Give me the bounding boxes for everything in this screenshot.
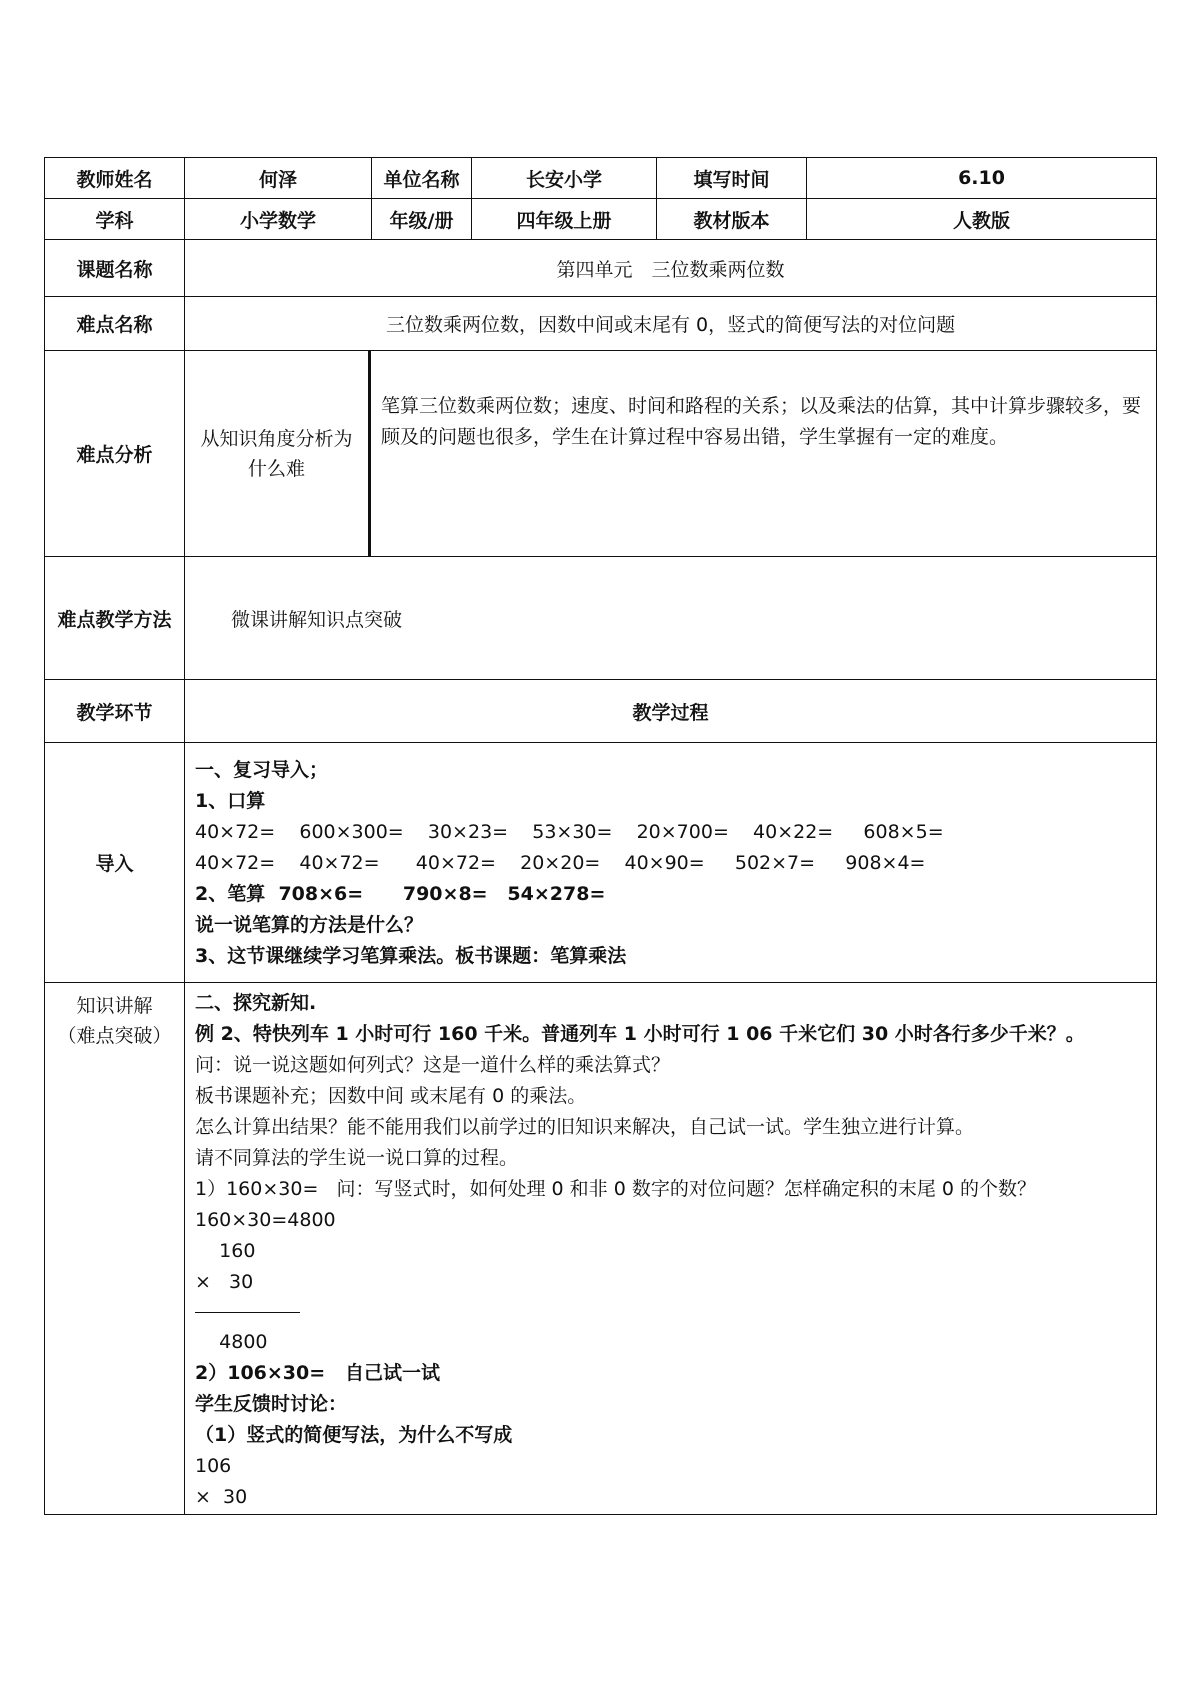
knowledge-line: 问：说一说这题如何列式？这是一道什么样的乘法算式？ <box>195 1054 671 1076</box>
knowledge-row <box>45 983 1157 1515</box>
analysis-text: 笔算三位数乘两位数；速度、时间和路程的关系；以及乘法的估算，其中计算步骤较多，要顾及的问题也很多，学生在计算过程中容易出错，学生掌握有一定的难度。 <box>370 351 1157 557</box>
knowledge-line: × 30 <box>195 1486 248 1508</box>
knowledge-content <box>185 983 1157 1515</box>
vertical-calc-rule <box>195 1312 300 1313</box>
grade-label: 年级/册 <box>372 199 472 240</box>
analysis-label: 难点分析 <box>45 351 185 557</box>
intro-row <box>45 743 1157 983</box>
difficulty-row <box>45 297 1157 351</box>
knowledge-line: 1）160×30= 问：写竖式时，如何处理 0 和非 0 数字的对位问题？怎样确定积的末尾 0 的个数？ <box>195 1178 1036 1200</box>
knowledge-line: 板书课题补充；因数中间 或末尾有 0 的乘法。 <box>195 1085 587 1107</box>
date-value: 6.10 <box>807 158 1157 199</box>
knowledge-label-line2: （难点突破） <box>57 1025 172 1047</box>
intro-line: 2、笔算 708×6= 790×8= 54×278= <box>195 883 606 905</box>
knowledge-label <box>45 983 185 1515</box>
difficulty-value: 三位数乘两位数，因数中间或末尾有 0，竖式的简便写法的对位问题 <box>185 297 1157 351</box>
analysis-why-label: 从知识角度分析为什么难 <box>185 351 370 557</box>
knowledge-line: 106 <box>195 1455 232 1477</box>
knowledge-line: 怎么计算出结果？能不能用我们以前学过的旧知识来解决，自己试一试。学生独立进行计算。 <box>195 1116 975 1138</box>
process-step-label: 教学环节 <box>45 680 185 743</box>
header-row-1 <box>45 158 1157 199</box>
knowledge-line: 请不同算法的学生说一说口算的过程。 <box>195 1147 519 1169</box>
method-row <box>45 557 1157 680</box>
grade-value: 四年级上册 <box>472 199 657 240</box>
intro-line: 40×72= 40×72= 40×72= 20×20= 40×90= 502×7= 908×4= <box>195 852 926 874</box>
method-label: 难点教学方法 <box>45 557 185 680</box>
knowledge-line: 例 2、特快列车 1 小时可行 160 千米。普通列车 1 小时可行 1 06 千米它们 30 小时各行多少千米？。 <box>195 1023 1085 1045</box>
intro-content <box>185 743 1157 983</box>
intro-line: 一、复习导入； <box>195 759 329 781</box>
edition-label: 教材版本 <box>657 199 807 240</box>
knowledge-line: 2）106×30= 自己试一试 <box>195 1362 441 1384</box>
process-title: 教学过程 <box>185 680 1157 743</box>
knowledge-line: 160×30=4800 <box>195 1209 336 1231</box>
knowledge-line: 160 <box>195 1240 256 1262</box>
teacher-label: 教师姓名 <box>45 158 185 199</box>
header-row-2 <box>45 199 1157 240</box>
intro-line: 1、口算 <box>195 790 266 812</box>
knowledge-line: 4800 <box>195 1331 268 1353</box>
knowledge-label-line1: 知识讲解 <box>76 995 153 1017</box>
analysis-row <box>45 351 1157 557</box>
intro-label: 导入 <box>45 743 185 983</box>
intro-line: 说一说笔算的方法是什么？ <box>195 914 424 936</box>
unit-label: 单位名称 <box>372 158 472 199</box>
method-value: 微课讲解知识点突破 <box>185 557 1157 680</box>
intro-line: 40×72= 600×300= 30×23= 53×30= 20×700= 40×22= 608×5= <box>195 821 944 843</box>
knowledge-line: 学生反馈时讨论： <box>195 1393 348 1415</box>
knowledge-line: × 30 <box>195 1271 254 1293</box>
subject-label: 学科 <box>45 199 185 240</box>
unit-value: 长安小学 <box>472 158 657 199</box>
lesson-plan-table <box>44 157 1157 1515</box>
edition-value: 人教版 <box>807 199 1157 240</box>
subject-value: 小学数学 <box>185 199 372 240</box>
topic-row <box>45 240 1157 297</box>
teacher-value: 何泽 <box>185 158 372 199</box>
knowledge-line: 二、探究新知. <box>195 992 317 1014</box>
topic-label: 课题名称 <box>45 240 185 297</box>
topic-value: 第四单元 三位数乘两位数 <box>185 240 1157 297</box>
date-label: 填写时间 <box>657 158 807 199</box>
intro-line: 3、这节课继续学习笔算乘法。板书课题：笔算乘法 <box>195 945 627 967</box>
difficulty-label: 难点名称 <box>45 297 185 351</box>
process-header-row <box>45 680 1157 743</box>
knowledge-line: （1）竖式的简便写法，为什么不写成 <box>195 1424 513 1446</box>
